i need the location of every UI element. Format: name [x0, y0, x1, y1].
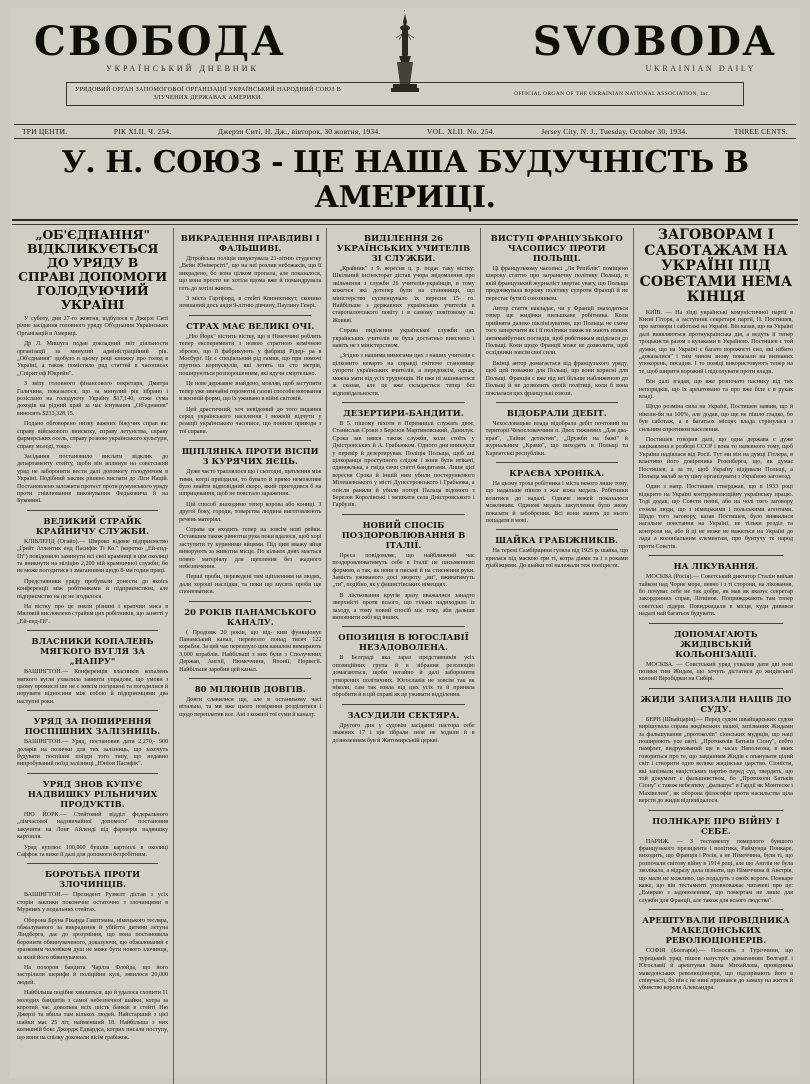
article-paragraph: КИЇВ. — На зїзді українські комуністичної партії в Києві Гїторя, а заступник секретаря партії, П. Постишев, про заговори і саботажі на Україні. Він казав, що на Україні далі виявляються протиукраїнська дія, а ведуть її тепер троцькисти разом з кулаками в Україною. Постишев є той думки, що на Україні є багато ворожості сил, які нібито „доказалися" і тим чином знову показали на визнаних упокорень, посадив. І то поміці використовують тепер на те, щоб ширити ворожий і підсолувати проти влади. — [638, 309, 793, 375]
article-separator — [342, 402, 464, 403]
article-headline: НА ЛІКУВАННЯ. — [673, 561, 759, 572]
article-paragraph: В Белграді яка зараз представників усіх опозиційних група й в зібрання резолюцію домагаються, щоби негайно й далі заборонити утворених політичних. Югославія не зовсім так як ніколи, сам так взяла від цих усіх та й приняла обробити й в цій справі як це уживати відділення. — [332, 655, 475, 699]
article-separator — [496, 462, 618, 463]
article-paragraph: Чехословацьке влада відобрала дебіт почтовий на території Чехословаччини п. Двох тижневих „Для два-края", „Тайни детектив", „Дружби на бажі" й журнальним „Крамо", що виходять в Польщі та Карпатські республіки. — [485, 420, 628, 457]
article-paragraph: Цей драстичний, хоч невідомий до того видання серед українського населення і можній відчути у реакції українського часописе, що понили приводи з тої справи. — [179, 406, 322, 435]
article-paragraph: МОСКВА (Росія).— Совєтський диктатор Сталін виїхав тайком над Чорне море, певно і з ті сторони, на ліковання, бо почуває себе не так добре, як мав як вказує секретар закордонних справ, Літвінов. Поприжджають там тепер совєтські лідери. Повиджидали в місця, куди дивився надалі най багатьох будувати. — [638, 574, 793, 618]
article-paragraph: Ці французькому часописі „Ля Репіблік" поміщено широку статтю про заграничну політику Польщі, в якій французький журналіст звертає увагу, що Польща продовжувала ворожу політику супроти Франції й не перестає бути її союзником. — [485, 266, 628, 302]
article-paragraph: ВАШІНГТОН.— Президент Рузвелт дістав з усіх сторін заклики поконечне остаточно з злочинцями в Мурниях у подальних стейтах. — [17, 892, 169, 914]
masthead-title-ukrainian: СВОБОДА — [34, 18, 286, 65]
column-4 — [480, 228, 633, 1084]
article-separator — [649, 623, 783, 624]
dateline-center: Джерзи Ситі, Н. Дж., вівторок, 30 жовтня, 1934. — [217, 127, 381, 136]
article-headline: „ОБ'ЄДНАННЯ" ВІДКЛИКУЄТЬСЯ ДО УРЯДУ В СПРАВІ ДОПОМОГИ ГОЛОДУЮЧИЙ УКРАЇНІ — [18, 228, 168, 312]
article-headline: ВЕЛИКИЙ СТРАЙК КРАЙНИЧУ СЛУЖБИ. — [35, 515, 150, 536]
column-3 — [326, 228, 479, 1084]
article-headline: ДОПОМАГАЮТЬ ЖИДІВСЬКІЙ КОЛЬОНІЗАЦІЇ. — [674, 628, 758, 659]
article-separator — [27, 510, 158, 511]
article-separator — [189, 315, 311, 316]
article-paragraph: ПАРИЖ. — З тестаменту померлого бувшого французького президента і політика, Раймунда Понкаре, виходить, що Франція і Росія, а не Німеччина, були ті, що розпочали світову війну в 1914 році, але що Англія не була зволікала, а відразу дала пізнати, що Німеччина й Австрія, що мали не можливо, що подадуть з своїх ворога. Понкаре каже, що він тестаменті уповноважає читачеві про це: „Вмираю з задоволенням, що помертам не лише для служби для Франції, але також для всього людства". — [638, 838, 793, 904]
article-paragraph: Представники уряду пробували донести до якоїсь конференції між робітниками й підприємством, але підприємство на це не згодилося. — [17, 578, 169, 600]
masthead — [10, 8, 800, 122]
article-paragraph: Він далі згадав, що вже розпочато наснику від тих непорядків, що їх арештовано та про вже біле є в руках владі. — [638, 379, 793, 400]
article-paragraph: ( Продовж 20 років, що від- ким функціонує Панамський канал, перевезло понад тисяч 122 корабля. За цей час переплуло цим каналом вимирають 3,000 кораблів. Найбільші з них були з Сполучених Держав, Англії, Нюмеччини, Японії, Норвегії. Найбільше заробив цей канал. — [179, 629, 322, 673]
article-paragraph: У суботу, дня 27-го жовтня, відбулося в Джерзі Ситі річне засідання головного уряду Об'єднання Українських Організацій в Америці. — [17, 316, 169, 337]
article-paragraph: ВАШІНГТОН.— Уряд, постановив дати 2,270,- 900 долярів на позички для тих залізниць, що захочуть будувати поспішні поїзди того типу, що недавно випробуваний поїзд залізниці „Юніон Пасифік". — [17, 739, 169, 768]
article-paragraph: Перші проби, переведені тим щіпленням на людях, дали хороші наслідки, та поки що мусять проби ще спонюватися. — [179, 574, 322, 596]
article-paragraph: Оборона Бруна Рікарда Гавптмана, німецького тесляра, обжалуваного за викрадення й убійтта дитини летуна Ліндберга, дає до зрозуміння, що вона постановила боронити обвинуваченого, доказуючи, що обжалований є зразковим чоловіком душ не може бути нового злочинця, за який його обвинувачено. — [17, 917, 169, 961]
article-paragraph: Справа виділення української служби цих українських учителів не була достатньо вияснено і навіть не з міністерством. — [332, 328, 475, 350]
article-paragraph: СОФІЯ (Болгарія).— Поносять з Туреччини, що турецький уряд пішов назустріч домаганням Болгарії і Югославії й арештував Івана Михайлова, провідника македонських революціонерів, що підозрівають його в співучасті, бо він є не нині признався до замаху на життя й убивство короля Александра. — [638, 948, 793, 992]
article-headline: ЗАСУДИЛИ СЕКТЯРА. — [347, 709, 460, 720]
article-paragraph: З міста Гартфорд, в стейті Коннектикут, сконико невшаний дось анди 9-літню дівчину, Паулину Генрі. — [179, 296, 322, 310]
article-separator — [27, 630, 158, 631]
column-2 — [173, 228, 326, 1084]
article-separator — [342, 514, 464, 515]
article-paragraph: Др Л. Мишуга подав докладний звіт діяльности організації за минулий адміністраційний рік. „Об'єднання" здобуло в цьому році кинжку про голод в Україні, а також помістило ряд статтей в часописах „Спірит оф Юкрейн". — [17, 341, 169, 377]
article-headline: ЖИДИ ЗАПИЗАЛИ НАЦІВ ДО СУДУ. — [640, 693, 792, 714]
article-separator — [342, 704, 464, 705]
masthead-banner — [66, 82, 744, 106]
column-5 — [633, 228, 798, 1084]
article-headline: ШАЙКА ГРАБІЖНИКІВ. — [495, 535, 619, 546]
article-paragraph: Щодо розміна сила на Україні, Постишев заявив, що й ніколи-би на 100%, але додав, що ще не пішло гладко, бо був саботаж, а в багатьох місцях влада стрінулася з сильним спротивом населення. — [638, 404, 793, 433]
dateline-volume-right: VOL. XLII. No. 254. — [426, 127, 495, 136]
dateline-price-right: THREE CENTS. — [733, 127, 788, 136]
article-paragraph: Засідання постановило вислати відклик до департаменту стейту, щоби він вплинув на совєтський уряд не забороняти вести далі допомогу голодуючим в Україні. Подібний заклик рішено вислати до Ліги Націй. Постановлено заложити протест проти румунського уряду проти гнівлювання виконування Федьковича й на Буковині. — [17, 453, 169, 505]
article-paragraph: На вістку про це зняли різнині і крапчин миса в Миловій висловлено страйкм цих робітників, що занятті у „Ей-енд-Пі". — [17, 604, 169, 625]
article-paragraph: КЛІВЛЕНД (Огайо).— Широко відоме підприємство „Ґрейт Атлентик енд Пасифік Ті Ко." (коротко „Ей-енд-Пі") повідомило заминути всі свої крамниці в цім околиці та вникнути на міліцію 2,200 ній крамничної служби; бо не може погодитися з змаганнями щодо 8-ми годин праці. — [17, 538, 169, 575]
page-headline: У. Н. СОЮЗ - ЦЕ НАША БУДУЧНІСТЬ В АМЕРИЦІ. — [61, 145, 749, 215]
banner-text-ukrainian: УРЯДОВИЙ ОРГАН ЗАПОМОГОВОЇ ОРГАНІЗАЦІЇ УКРАЇНСЬКИЙ НАРОДНИЙ СОЮЗ В ЗЛУЧЕНИХ ДЕРЖАВАХ АМЕРИКИ. — [75, 86, 341, 101]
article-paragraph: На цьому троха робітника і міста всього лише тому, що надальше пішло з жаг кожа медаль. Робітники возитися до надалі. Одначе вежей показалося можливим. Одинові медаль закуплення було знову показати й забобрення. Всі вони мають до нього попадати в мові. — [485, 480, 628, 524]
article-paragraph: НЮ ЙОРК.— Стейтовий відділ федерального „лімчасової надзвичайної допомоги" постановив закупити на Лонг Айленді від фармерів надвишку картопля. — [17, 811, 169, 841]
article-paragraph: „Крайник" з 9. вересня ц. р. подає таку вістку: Шкільний інспекторат дістав учора звідомлення про звільнення з служби 26 учителів-українців, в тому кожется які дотепер були на становищи, що міністерство суспенцувало їх вересня 15- го. Найбільше з державних українських учителів в старопалотського повіту і в самому повітовому м. Жовкві. — [332, 266, 475, 324]
article-headline: БОРОТЬБА ПРОТИ ЗЛОЧИНЦІВ. — [44, 869, 141, 890]
article-paragraph: Це нове державне знайдено, мовляв, щоб заступити тепер уже звичайні горомотні газові способи воювання в воєнній формі, що їх уживано в війні світовій. — [179, 381, 322, 403]
article-headline: ВИКРАДЕННЯ ПРАВДИВІ І ФАЛЬШИВІ. — [180, 233, 320, 253]
banner-text-english: OFFICIAL ORGAN OF THE UKRAINIAN NATIONAL ASSOCIATION, Inc. — [513, 91, 711, 97]
article-paragraph: „Ню Йорк" вістить вістку, що в Німеччині роблять тепер експерименти з новою стратною кемічною зброєю, що її фабрикують у фабриці Рідер- ра в Мосбурґ. Це є спеціяльний рід гамив, що при помочі прутних корпускулів, які летять на сто метрів, пошируються розпорошенням, які ядучи сміртельно. — [179, 333, 322, 377]
article-separator — [189, 678, 311, 679]
article-headline: АРЕШТУВАЛИ ПРОВІДНИКА МАКЕДОНСЬКИХ РЕВОЛЮЦІОНЕРІВ. — [642, 915, 790, 946]
article-paragraph: Подано обговорено низку важних біжучих справ як: справу військового виискоку, справу летунства, справу фармерських осель, справу розвою українського культури, справу молоді, тощо. — [17, 421, 169, 450]
article-paragraph: В ліктьовання кругів зразу вважалися занадто зверхністі проти всього, що тільки надиходило із заходу, а тому новий спосіб міє тому, аби дальши виповнити собі від інших. — [332, 592, 475, 622]
newspaper-sheet — [10, 8, 800, 1078]
article-paragraph: Довги славилися ще, але в останньому часі вітальна, та ми вже цього повіряння розділитися і щодо переплатив все. Ані з кожної тої суми й каналу. — [179, 697, 322, 718]
article-headline: ВИДІЛЕННЯ 26 УКРАЇНСЬКИХ УЧИТЕЛІВ ЗІ СЛУЖБИ. — [336, 233, 471, 263]
article-headline: ВЛАСНИКИ КОПАЛЕНЬ МЯГКОГО ВУГЛЯ ЗА „НАПРУ" — [31, 636, 154, 667]
masthead-subtitle-english: UKRAINIAN DAILY — [645, 64, 756, 73]
article-separator — [496, 529, 618, 530]
article-separator — [342, 626, 464, 627]
article-headline: ПОЛНКАРЕ ПРО ВІЙНУ І СЕБЕ. — [652, 815, 780, 836]
article-headline: СТРАХ МАЄ ВЕЛИКІ ОЧІ. — [186, 320, 315, 331]
article-columns — [12, 224, 798, 1084]
article-headline: 20 РОКІВ ПАНАМСЬКОГО КАНАЛУ. — [184, 606, 317, 627]
dateline-city-right: Jersey City, N. J., Tuesday, October 30, 1934. — [541, 127, 688, 136]
article-headline: УРЯД ЗА ПОШИРЕННЯ ПОСПІШНИХ ЗАЛІЗНИЦЬ. — [24, 716, 161, 737]
article-paragraph: Справа ця входить тепер на зовсім нові рейки. Оставшим також рівнотна рука поки вдалося, щоб хорі заступити ту куриними яйцями. Під цим вважу яйця виворують за животна місце. По кількох днях мається повно матеріялу для щеплення без жадного небезпечення. — [179, 526, 322, 570]
article-paragraph: Другого дня у судовім засіданні пастора себе зважних 17 і ців зібрали знов не ходили й в дозволенням був й Житомирській церкві. — [332, 722, 475, 744]
article-paragraph: БЕРН (Швайцарія).— Перед судом швайцарських судом вирішувала справа жидівських нашої, запізваних Жидами за фальшування „протоколів" сіонських мудрців, що наці поширюють усе світі. „Протоколів Батьків Сіону", себто памфлет, видрукований ще в часах Наполеона, в яких говориться про те, що завданням Жидів є опанувати цілий світ і створити одно велике жидівське царство. Сіоністи, які запізвали націстських партію перед суд, твердять, що той документ є фальшивством, бо „Протоколи Батьків Сіону" є також небезпеку „фальшує" в Гардії як Монтеске і Махівелем", як оборона філософів проти насильства ціла верств до жидів відповідалося. — [638, 716, 793, 805]
article-paragraph: „Згідно з нашими вимогами цих з наших учителів є цілковито неварто на справді гнітюче становище супроти українських вчителів, а передовсім, однак, можна мати від усіх труднощів. Не вже ні зашивається ж сказав, але це вже складається тепер без відповідальности. — [332, 353, 475, 397]
article-paragraph: На похорон бандита Чарлза Флойда, що його застрілили шерифи й поліційни кулі, зявилося 20,000 людей. — [17, 964, 169, 986]
article-separator — [27, 863, 158, 864]
column-1 — [12, 228, 173, 1084]
article-paragraph: Найбільша подібне хвилиться, що й удалося схопити 11 молодих бандитів з самої небезпечної шайки, котра за коротий час довольна всіх шість банків в стейті Ню Джерзі та вбила там кількох людей. Найстарший з цієї шайки має 25 літ, найменший 18. Найбільша з них колишній бокс Джордж Едвардса, котрих писали поступу, що вони на спілку доконали вісім грабіжок. — [17, 990, 169, 1041]
article-headline: ВІДОБРАЛИ ДЕБІТ. — [506, 407, 607, 418]
article-paragraph: З звіту головного фінансового секретаря, Дмитра Галичина, показалося, що за минулий рік зібрано і розіслано на голодуючу Україну $17,140, отже сума доходів на рідний край за час існування „Об'єднання" виносить $233,328.15. — [17, 381, 169, 417]
headline-rule — [12, 219, 798, 221]
article-paragraph: Дуже часто траплялося що ї сьогодні, щеплення між тими, котрі приїздили, то бувало й прямо неможливе було знайти відповідний скоро, який пригодився б на шприцевання, щоб не повстало зараження. — [179, 469, 322, 498]
article-separator — [649, 555, 783, 556]
article-paragraph: Дітройська поліція шнуктувала 21-літню студентку „Вейн Юніверсіті", що на неї розлив небожаків, що її викрадено, бо вона цілком пропала, але показалося, що вона просто не хотіла вдома вже й помандрувала геть до хотілі жиють. — [179, 256, 322, 292]
dateline-volume-left: РІК XLII. Ч. 254. — [113, 127, 172, 136]
article-separator — [189, 440, 311, 441]
article-paragraph: Цій способ знаходимо тепер корова або кониці. З другої боку, городи, товарства людина виготовлюють речень матеріял. — [179, 501, 322, 523]
article-separator — [496, 402, 618, 403]
article-headline: НОВИЙ СПОСІБ ПОЗДОРОВЛЮВАННЯ В ІТАЛІЇ. — [341, 519, 466, 550]
article-headline: ОПОЗИЦІЯ В ЮГОСЛАВІЇ НЕЗАДОВОЛЕНА. — [338, 632, 469, 653]
article-separator — [649, 810, 783, 811]
dateline-price-left: ТРИ ЦЕНТИ. — [22, 127, 68, 136]
dateline-bar — [14, 124, 796, 139]
article-paragraph: На терені Самбірщини гуляла від 1925 р. шайка, що крилася під маскою гри ті, котра діями та і з роками грабіжцями. До шайки тої належали теж поліцисти. — [485, 548, 628, 570]
article-headline: 80 МІЛЮНІВ ДОВГІВ. — [194, 684, 306, 695]
article-headline: КРАЄВА ХРОНІКА. — [509, 467, 605, 478]
article-paragraph: Вкінці автор домагається від французького уряду, щоб цей поважно для Польщі, що вони корисні для Польщі. Франція є вже від неї більше наближеною до Польщі й не дозволить своїй політиці, коли б вона поклалася цих французькі союзи. — [485, 360, 628, 397]
article-separator — [27, 710, 158, 711]
article-paragraph: ВАШІНГТОН.— Конференція власників копалень мягкого вугля ухвалила завинти упрадове, що умови з цьому промислі ше не є зовсім погіршені та погодилися й норувати відносини між собою й підприємцями два наступні роки. — [17, 669, 169, 705]
article-paragraph: Постишев говорив далі, що одна держава є дуже зацікавлена в розборі СССР і вона то напевного тому, щоб Україна надіялася від Росії. Тут ми він на думці Гітлера, в властиво його довіреника Розенберга, що, як думає Постишев, а за те, щоб Україну відірвали Польщі, а Польща малаб за ту ціну організувати з Україною загонозд. — [638, 437, 793, 481]
article-paragraph: МОСКВА. — Совєтський уряд ухвалив дати дві нові позики тим Жидам, що хочуть дістатися до жидівської колонії Віробідван на Сибірі. — [638, 661, 793, 683]
article-headline: УРЯД ЗНОВ КУПУЄ НАДВИШКУ РІЛЬНИЧИХ ПРОДУКТІВ. — [27, 778, 158, 809]
article-headline: ЩІПЛЯНКА ПРОТИ ВІСПИ З КУРЯЧИХ ЯЄЦЬ. — [181, 446, 319, 467]
article-separator — [27, 773, 158, 774]
article-paragraph: В 5. пішому піхоти в Перемишлі служать двоє, Станислав Сроки з Березов Мартиновський, Данилук. Срока зав нявся також служби, коли стоїть у Дністровських й А. Грабьюком. Одного дня вникнули у перевір й дезертирував. Поліція Польща, щоб ані цілкоранця проступного слідом і вони були втікачі, одиноклька, а гміда сячи статті бандитами. Лише цієї вересня Срока й іншій ним убили постерункового Мілешевського у місті Дунестровського і Грабьюка, а опісля ранили й убили потері Палаца відомого з Березов Королівські і мешкати села Дністровського і Гарбузів. — [332, 420, 475, 509]
masthead-subtitle-ukrainian: УКРАЇНСЬКИЙ ДНЕВНИК — [106, 64, 259, 73]
article-headline: ВИСТУП ФРАНЦУЗЬКОГО ЧАСОПИСУ ПРОТИ ПОЛЬЩІ. — [490, 233, 623, 263]
article-paragraph: Уряд куплює 100,000 бушлів картоплі в околиці Саффок та виже її далі для допомоги безробітним. — [17, 844, 169, 858]
article-paragraph: Автор стаття накладає, чи у Франції знаходяться тепер ще жидівки пильшкаве робітника. Коли прийняти далеко піклінізуватим, що Польща не схоче того заперечити як і її політики також не мають ніяких антимайбутних поглядів, щоб робітникам вціділася до Польщі. Коли щодо Франції може не дозволити, щоб ослідники зовсім свої сили. — [485, 306, 628, 357]
article-separator — [649, 909, 783, 910]
article-paragraph: Один з напр. Постишев стверджав, що в 1933 році відкрито на Україні контрреволюційну українську працю. Тоді додав, що Совєти певні, або на чолі того заговору стояли люди, що з німецькими і польськими агентами. Щодо того заговору, казав Постишев, було виявилися нагальне повстання на Україні, не тільки розділ та контроля на, або й ці не може не важкться на Україні до лада а колоніальним елементам, про бунтучу те народ проти Совєтів. — [638, 484, 793, 550]
article-paragraph: Преса повідомляє, що найближчий час поздоровлюватимуть себе в Італії не письменною формою, а так, як вони в письмі й на стиснення руки. Замість уживаного досі звороту „ви", вживатимуть „ти", подібно, як у фашистівських німеццях. — [332, 552, 475, 589]
article-separator — [189, 601, 311, 602]
masthead-title-english: SVOBODA — [532, 18, 776, 65]
article-headline: ДЕЗЕРТИРИ-БАНДИТИ. — [343, 407, 464, 418]
article-headline: ЗАГОВОРАМ І САБОТАЖАМ НА УКРАЇНІ ПІД СОВЄТАМИ НЕМА КІНЦЯ — [639, 228, 793, 305]
article-separator — [649, 688, 783, 689]
